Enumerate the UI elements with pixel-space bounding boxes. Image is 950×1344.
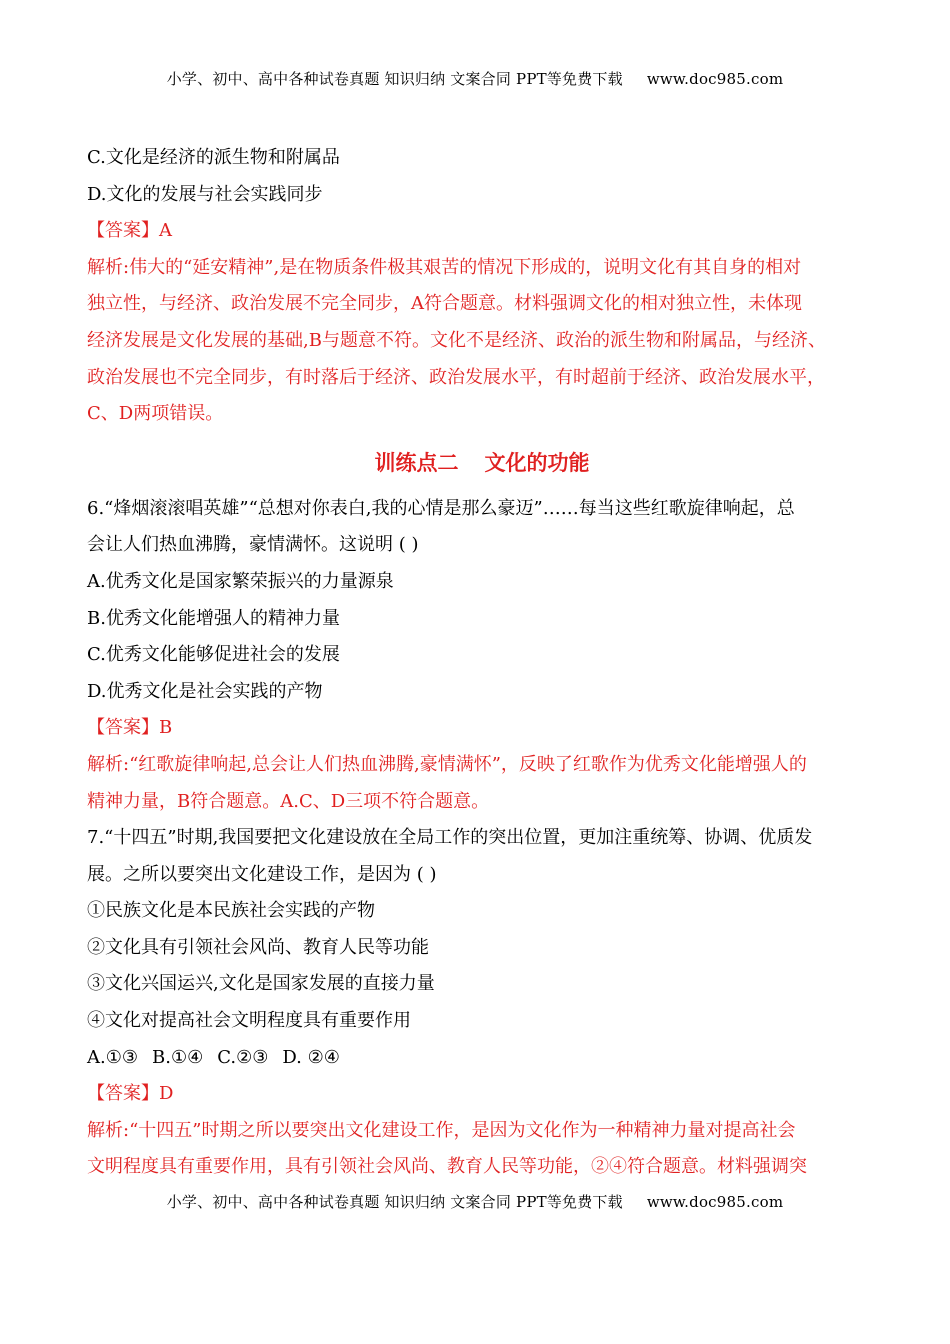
q7-choice-d: D. ②④ xyxy=(282,1046,340,1068)
q7-statement-4: ④文化对提高社会文明程度具有重要作用 xyxy=(87,1010,411,1032)
prev-option-d: D.文化的发展与社会实践同步 xyxy=(87,183,323,205)
prev-analysis-line: 独立性，与经济、政治发展不完全同步，A符合题意。材料强调文化的相对独立性，未体现 xyxy=(87,293,802,315)
q6-stem-line: 会让人们热血沸腾，豪情满怀。这说明 ( ) xyxy=(87,534,419,556)
header-text: 小学、初中、高中各种试卷真题 知识归纳 文案合同 PPT等免费下载 xyxy=(166,70,623,88)
q7-statement-2: ②文化具有引领社会风尚、教育人民等功能 xyxy=(87,936,429,958)
q6-analysis-line: 解析:“红歌旋律响起,总会让人们热血沸腾,豪情满怀”，反映了红歌作为优秀文化能增强人的 xyxy=(87,753,807,775)
prev-option-c: C.文化是经济的派生物和附属品 xyxy=(87,147,340,168)
q7-statement-3: ③文化兴国运兴,文化是国家发展的直接力量 xyxy=(87,973,435,995)
q6-stem-line: 6.“烽烟滚滚唱英雄”“总想对你表白,我的心情是那么豪迈”……每当这些红歌旋律响起，总 xyxy=(87,497,795,519)
document-body xyxy=(87,140,877,1186)
prev-analysis-line: C、D两项错误。 xyxy=(87,403,224,425)
q7-statement-1: ①民族文化是本民族社会实践的产物 xyxy=(87,900,375,922)
prev-analysis-line: 经济发展是文化发展的基础,B与题意不符。文化不是经济、政治的派生物和附属品，与经济、 xyxy=(87,329,826,351)
q7-stem-line: 7.“十四五”时期,我国要把文化建设放在全局工作的突出位置，更加注重统筹、协调、优质发 xyxy=(87,827,813,849)
q6-analysis-line: 精神力量，B符合题意。A.C、D三项不符合题意。 xyxy=(87,790,490,812)
section-title xyxy=(87,439,877,487)
q6-option-d: D.优秀文化是社会实践的产物 xyxy=(87,680,323,702)
q7-analysis-line: 解析:“十四五”时期之所以要突出文化建设工作，是因为文化作为一种精神力量对提高社会 xyxy=(87,1119,796,1141)
q7-choice-b: B.①④ xyxy=(152,1046,204,1068)
prev-analysis-line: 政治发展也不完全同步，有时落后于经济、政治发展水平，有时超前于经济、政治发展水平， xyxy=(87,366,825,388)
q7-analysis-line: 文明程度具有重要作用，具有引领社会风尚、教育人民等功能，②④符合题意。材料强调突 xyxy=(87,1156,807,1178)
q6-option-a: A.优秀文化是国家繁荣振兴的力量源泉 xyxy=(87,570,394,592)
section-title-part2: 文化的功能 xyxy=(484,449,590,475)
q7-answer: 【答案】D xyxy=(87,1083,174,1105)
prev-analysis-line: 解析:伟大的“延安精神”,是在物质条件极其艰苦的情况下形成的，说明文化有其自身的相对 xyxy=(87,256,802,278)
footer-text: 小学、初中、高中各种试卷真题 知识归纳 文案合同 PPT等免费下载 xyxy=(166,1193,623,1211)
page-header xyxy=(0,68,950,89)
footer-url[interactable]: www.doc985.com xyxy=(646,1193,784,1211)
page-footer xyxy=(0,1191,950,1212)
header-url[interactable]: www.doc985.com xyxy=(646,70,784,88)
q7-stem-line: 展。之所以要突出文化建设工作，是因为 ( ) xyxy=(87,863,437,885)
prev-answer: 【答案】A xyxy=(87,220,172,242)
section-title-part1: 训练点二 xyxy=(374,449,459,475)
q7-choices xyxy=(87,1040,877,1077)
q7-choice-a: A.①③ xyxy=(87,1046,138,1068)
q6-option-b: B.优秀文化能增强人的精神力量 xyxy=(87,607,340,629)
q6-answer: 【答案】B xyxy=(87,717,173,739)
q6-option-c: C.优秀文化能够促进社会的发展 xyxy=(87,644,340,666)
q7-choice-c: C.②③ xyxy=(217,1046,269,1068)
